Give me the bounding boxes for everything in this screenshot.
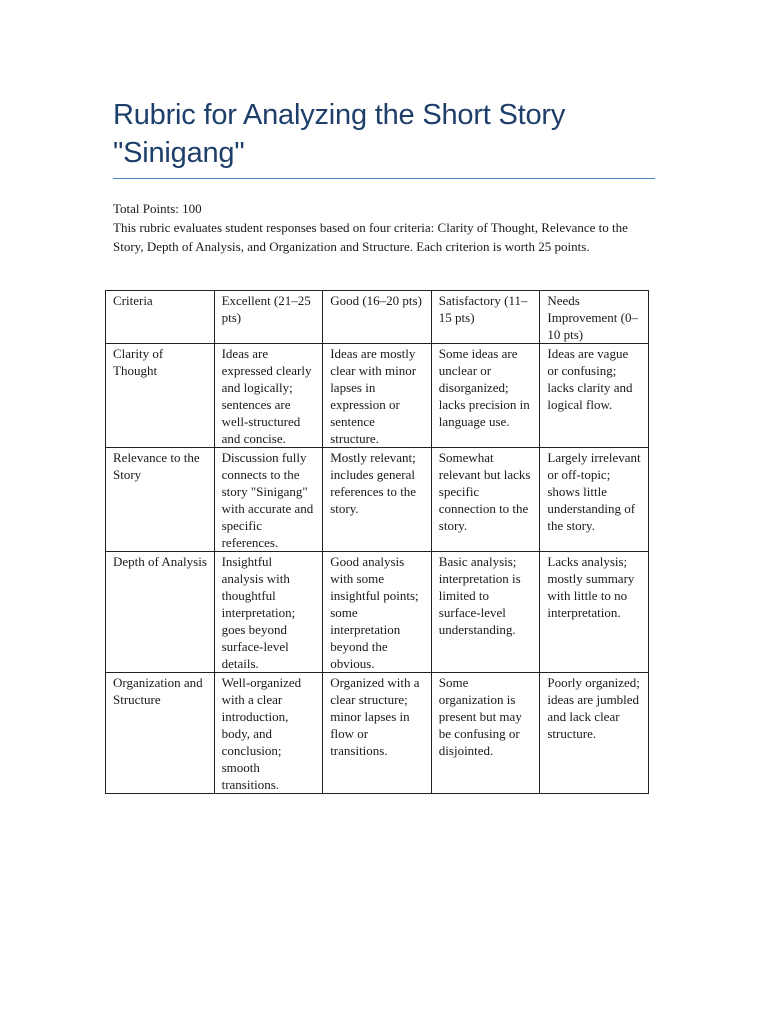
table-cell: Basic analysis; interpretation is limited to surface-level understanding. <box>431 552 540 673</box>
table-cell: Some organization is present but may be confusing or disjointed. <box>431 673 540 794</box>
header-excellent: Excellent (21–25 pts) <box>214 291 323 344</box>
header-needs-improvement: Needs Improvement (0–10 pts) <box>540 291 649 344</box>
criterion-cell: Depth of Analysis <box>106 552 215 673</box>
table-cell: Largely irrelevant or off-topic; shows little understanding of the story. <box>540 448 649 552</box>
criterion-cell: Clarity of Thought <box>106 344 215 448</box>
header-criteria: Criteria <box>106 291 215 344</box>
header-satisfactory: Satisfactory (11–15 pts) <box>431 291 540 344</box>
table-cell: Poorly organized; ideas are jumbled and lack clear structure. <box>540 673 649 794</box>
title-underline <box>113 178 655 179</box>
table-row <box>106 552 649 673</box>
rubric-description: This rubric evaluates student responses based on four criteria: Clarity of Thought, Relevance to the Story, Depth of Analysis, and Organization and Structure. Each criterion is worth 25 points. <box>113 220 628 254</box>
document-page <box>113 96 655 268</box>
header-good: Good (16–20 pts) <box>323 291 432 344</box>
table-cell: Ideas are expressed clearly and logically; sentences are well-structured and concise. <box>214 344 323 448</box>
table-cell: Lacks analysis; mostly summary with little to no interpretation. <box>540 552 649 673</box>
table-cell: Somewhat relevant but lacks specific connection to the story. <box>431 448 540 552</box>
table-row <box>106 344 649 448</box>
table-cell: Discussion fully connects to the story "Sinigang" with accurate and specific references. <box>214 448 323 552</box>
criterion-cell: Organization and Structure <box>106 673 215 794</box>
criterion-cell: Relevance to the Story <box>106 448 215 552</box>
document-title: Rubric for Analyzing the Short Story "Sinigang" <box>113 99 566 169</box>
rubric-table <box>105 290 649 794</box>
table-cell: Good analysis with some insightful points; some interpretation beyond the obvious. <box>323 552 432 673</box>
table-cell: Some ideas are unclear or disorganized; lacks precision in language use. <box>431 344 540 448</box>
table-cell: Well-organized with a clear introduction, body, and conclusion; smooth transitions. <box>214 673 323 794</box>
table-cell: Insightful analysis with thoughtful interpretation; goes beyond surface-level details. <box>214 552 323 673</box>
table-cell: Ideas are mostly clear with minor lapses in expression or sentence structure. <box>323 344 432 448</box>
table-header-row <box>106 291 649 344</box>
table-cell: Organized with a clear structure; minor lapses in flow or transitions. <box>323 673 432 794</box>
table-cell: Ideas are vague or confusing; lacks clarity and logical flow. <box>540 344 649 448</box>
total-points: Total Points: 100 <box>113 201 202 216</box>
table-cell: Mostly relevant; includes general references to the story. <box>323 448 432 552</box>
table-row <box>106 448 649 552</box>
table-row <box>106 673 649 794</box>
